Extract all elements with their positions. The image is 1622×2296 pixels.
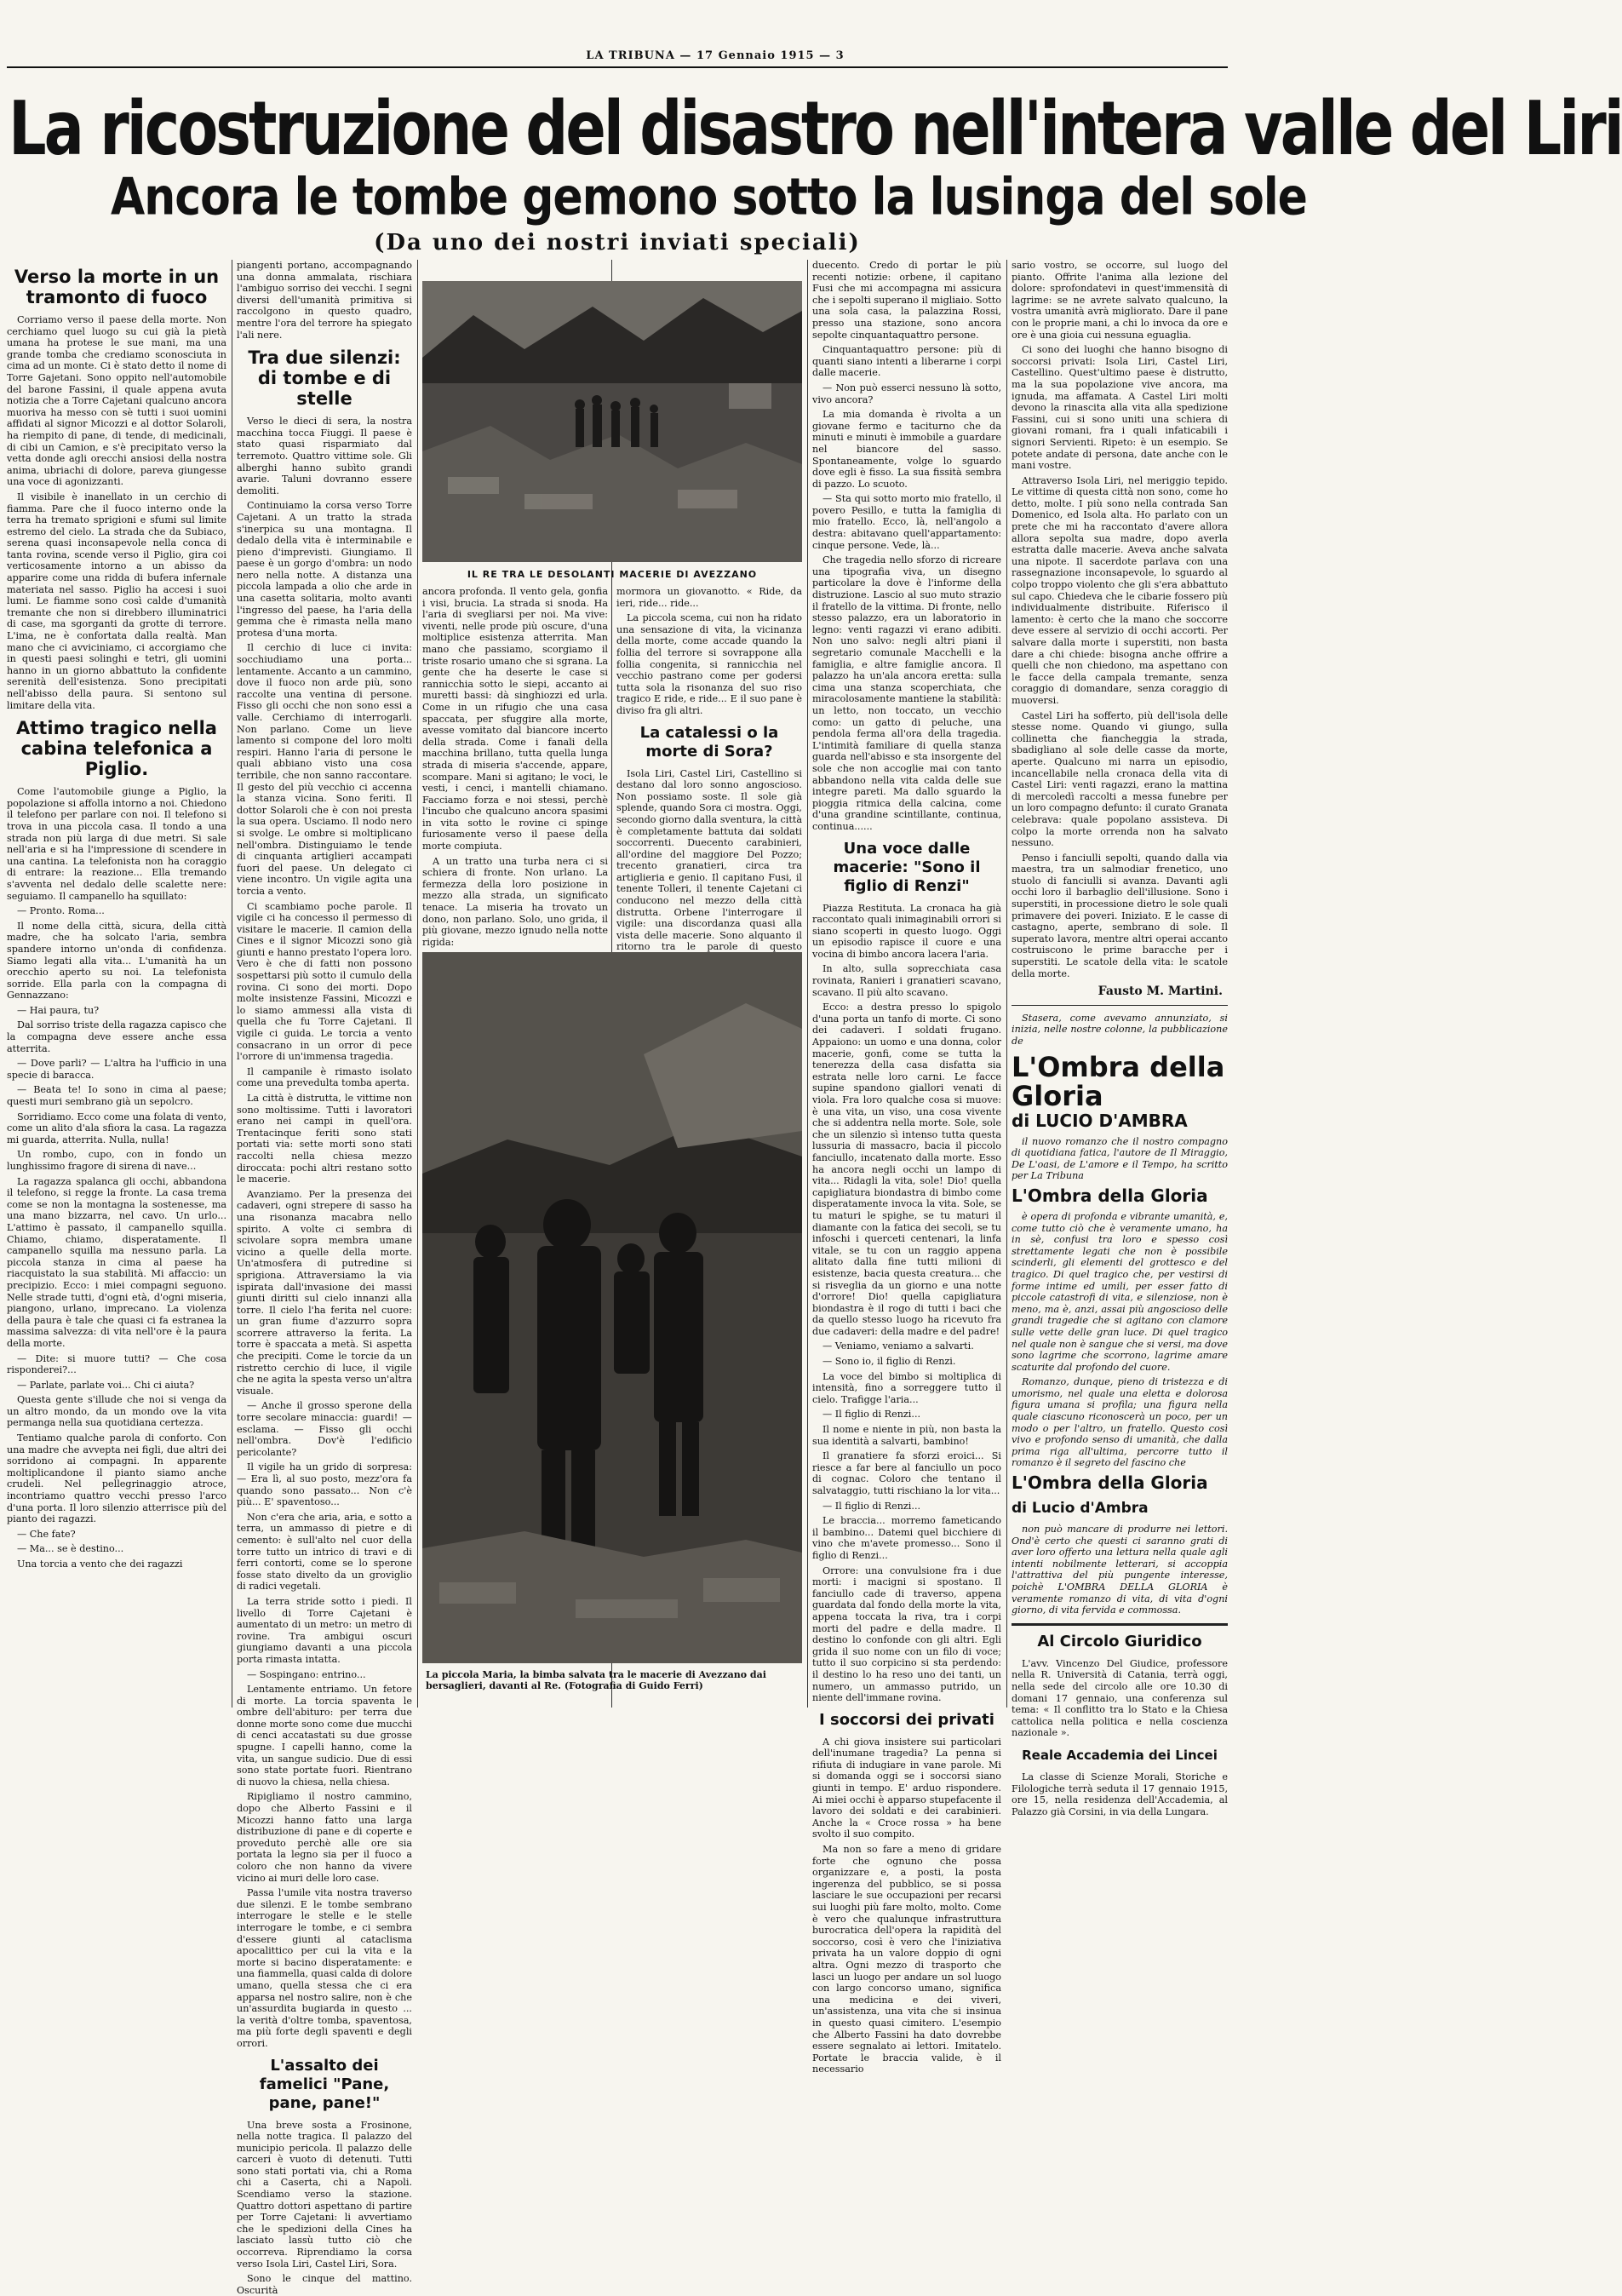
article-paragraph: Tentiamo qualche parola di conforto. Con una madre che avvepta nei figli, due altri dei sorridono ai compagni. In apparente moltiplicandone il pianto siamo anche crudeli. Nel pellegrinaggio atroce, incontriamo quattro vecchi presso l'arco d'una porta. Il loro silenzio atterrisce più del pianto dei ragazzi. — [7, 1432, 226, 1525]
article-paragraph: Una torcia a vento che dei ragazzi — [17, 1558, 183, 1570]
article-paragraph: Il granatiere fa sforzi eroici... Si riesce a far bere al fanciullo un poco di cognac. Coloro che tentano il salvataggio, tutti rischiano la lor vita... — [812, 1450, 1001, 1496]
article-paragraph: La piccola scema, cui non ha ridato una sensazione di vita, la vicinanza della morte, come accade quando la follia del terrore si sovrappone alla follia congenita, si rannicchia nel vecchio pastrano come per godersi tutta sola la risonanza del suo riso tragico E ride, e ride... E il suo pane è diviso fra gli altri. — [616, 612, 802, 716]
article-paragraph: Cinquantaquattro persone: più di quanti siano intenti a liberarne i corpi dalle macerie. — [812, 344, 1001, 379]
article-paragraph: Corriamo verso il paese della morte. Non cerchiamo quel luogo su cui già la pietà umana ha protese le sue mani, ma una grande tomba che crediamo sconosciuta in cima ad un monte. Ci è stato detto il nome di Torre Gajetani. Sono oppito nell'automobile del barone Fassini, il quale appena avuta notizia che a Torre Cajetani qualcuno ancora muoriva ha messo con sè tutti i suoi uomini affidati al signor Micozzi e al dottor Solaroli, ha riempito di pane, di tende, di medicinali, di cibi un Camion, e s'è precipitato verso la vetta donde agli orecchi ansiosi della nostra anima, ubriachi di dolore, pareva giungesse una voce di agonizzanti. — [7, 314, 226, 488]
article-paragraph: mormora un giovanotto. « Ride, da ieri, ride... ride... — [616, 586, 802, 609]
section-title-catalessi: La catalessi o la morte di Sora? — [639, 723, 779, 761]
article-paragraph: — Dite: si muore tutti? — Che cosa risponderei?... — [7, 1352, 226, 1376]
article-paragraph: Una breve sosta a Frosinone, nella notte tragica. Il palazzo del municipio pericola. Il palazzo delle carceri è vuoto di detenuti. Tutti sono stati portati via, chi a Roma chi a Caserta, chi a Napoli. Scendiamo verso la stazione. Quattro dottori aspettano di partire per Torre Cajetani: li avvertiamo che le spedizioni della Cines ha lasciato lassù tutto ciò che occorreva. Riprendiamo la corsa verso Isola Liri, Castel Liri, Sora. — [237, 2119, 412, 2270]
article-paragraph: Orrore: una convulsione fra i due morti: i macigni si spostano. Il fanciullo cade di traverso, appena guardata dal fondo della morte la vita, appena toccata la riva, tra i corpi morti del padre e della madre. Il destino lo confonde con gli altri. Egli grida il suo nome con un filo di voce; tutto il suo corpicino si sta perdendo: il destino lo ha reso uno dei tanti, un numero, un ammasso putrido, un niente dell'immane rovina. — [812, 1564, 1001, 1704]
article-paragraph: — Veniamo, veniamo a salvarti. — [822, 1340, 974, 1352]
article-paragraph: — Hai paura, tu? — [17, 1004, 100, 1016]
article-paragraph: Lentamente entriamo. Un fetore di morte. La torcia spaventa le ombre dell'abituro: per terra due donne morte sono come due mucchi di cenci accatastati su due grosse spugne. I capelli hanno, come la vita, un sangue sudicio. Due di essi sono state portate fuori. Rientrano di nuovo la chiesa, nella chiesa. — [237, 1684, 412, 1788]
column-rule — [807, 260, 808, 1708]
article-paragraph: Non c'era che aria, aria, e sotto a terra, un ammasso di pietre e di cemento: è sull'alto nel cuor della torre tutto un intrico di travi e di ferri contorti, come se lo sperone fosse stato divelto da un groviglio di radici vegetali. — [237, 1511, 412, 1593]
article-paragraph: La ragazza spalanca gli occhi, abbandona il telefono, si regge la fronte. La casa trema come se non la montagna la sostenesse, ma una mano bizzarra, nel cavo. Un urlo... L'attimo è passato, il campanello squilla. Chiamo, chiamo, disperatamente. Il campanello squilla ma nessuno parla. La piccola stanza in cima al paese ha riacquistato la sua stabilità. Mi affaccio: un precipizio. Ecco: i miei compagni seguono. Nelle strade tutti, d'ogni età, d'ogni miseria, piangono, urlano, imprecano. La violenza della paura è tale che quasi ci fa estranea la massima salvezza: di vita nell'ore è la paura della morte. — [7, 1175, 226, 1349]
article-paragraph: Ci scambiamo poche parole. Il vigile ci ha concesso il permesso di visitare le macerie. Il camion della Cines e il signor Micozzi sono già giunti e hanno prestato l'opera loro. Vero è che di fatti non possono sospettarsi più sotto il cumulo della rovina. Ci sono dei morti. Dopo molte insistenze Fassini, Micozzi e lo siamo ammessi alla vista di quella che fu Torre Cajetani. Il vigile ci guida. Le torcia a vento consacrano in un orror di pece l'orrore di un'immensa tragedia. — [237, 900, 412, 1063]
novel-title-2: L'Ombra della Gloria — [1012, 1185, 1208, 1206]
article-paragraph: — Dove parli? — L'altra ha l'ufficio in una specie di baracca. — [7, 1058, 226, 1081]
article-paragraph: Questa gente s'illude che noi si venga da un altro mondo, da un mondo ove la vita permanga nella sua quotidiana certezza. — [7, 1394, 226, 1429]
running-head: LA TRIBUNA — 17 Gennaio 1915 — 3 — [586, 49, 845, 62]
section-title-verso-la-morte: Verso la morte in un tramonto di fuoco — [14, 267, 220, 307]
article-paragraph: Attraverso Isola Liri, nel meriggio tepido. Le vittime di questa città non sono, come ho detto, molte. I più sono nella contrada San Domenico, ed Isola alta. Ho parlato con un prete che mi ha raccontato d'avere allora allora sepolta sua madre, dopo averla estratta dalle macerie. Aveva anche salvata una nipote. Il sacerdote parlava con una rassegnazione inconsapevole, lo sguardo al colpo troppo violento che gli s'era abbattuto sul capo. Chiedeva che le cibarie fossero più individualmente distribuite. Riferisco il lamento: è certo che la mano che soccorre deve essere al servizio di occhi accorti. Per salvare dalla morte i superstiti, non basta dare a chi chiede: bisogna anche offrire a quelli che non chiedono, ma aspettano con le facce della campala tremante, senza coraggio di domandare, senza coraggio di muoversi. — [1012, 474, 1228, 706]
photo-little-maria — [422, 952, 802, 1663]
section-title-accademia-lincei: Reale Accademia dei Lincei — [1022, 1747, 1218, 1763]
notice-paragraph: La classe di Scienze Morali, Storiche e Filologiche terrà seduta il 17 gennaio 1915, ore 15, nella residenza dell'Accademia, al Palazzo già Corsini, in via della Lungara. — [1012, 1771, 1228, 1817]
divider — [1012, 1623, 1228, 1626]
article-paragraph: Piazza Restituta. La cronaca ha già raccontato quali inimaginabili orrori si siano scoperti in questo luogo. Oggi un episodio rapisce il cuore e una vocina di bimbo ancora lacera l'aria. — [812, 902, 1001, 960]
soldiers-photo-illustration — [422, 952, 802, 1663]
article-paragraph: Passa l'umile vita nostra traverso due silenzi. E le tombe sembrano interrogare le stelle e le stelle interrogare le tombe, e ci sembra d'essere giunti al cataclisma apocalittico per cui la vita e la morte si bacino disperatamente: e una fiammella, quasi calda di dolore umano, quella stessa che ci era apparsa nel nostro salire, non è che un'assurdita bugiarda in questo ... la verità d'oltre tomba, spaventosa, ma più forte degli spaventi e degli orrori. — [237, 1887, 412, 2049]
article-paragraph: Verso le dieci di sera, la nostra macchina tocca Fiuggi. Il paese è stato quasi risparmiato dal terremoto. Quattro vittime sole. Gli alberghi hanno subìto grandi avarie. Taluni dovranno essere demoliti. — [237, 416, 412, 497]
article-paragraph: La città è distrutta, le vittime non sono moltissime. Tutti i lavoratori erano nei campi in quell'ora. Trentacinque feriti sono stati portati via: sette morti sono stati raccolti nella chiesa mezzo diroccata: pochi altri restano sotto le macerie. — [237, 1093, 412, 1185]
article-paragraph: Che tragedia nello sforzo di ricreare una tipografia viva, un disegno particolare la dove è l'informe della distruzione. Lascio al suo muto strazio il fratello de la vittima. Di fronte, nello stesso palazzo, era un laboratorio in legno: venti ragazzi vi erano adibiti. Non uno salvo: negli altri piani il segretario comunale Macchelli e la famiglia, e altre famiglie ancora. Il palazzo ha un'ala ancora eretta: sulla cima una stanza scoperchiata, che miracolosamente mantiene la stabilità: un letto, non toccato, un vecchio como: un gatto di peluche, una pendola ferma all'ora della tragedia. L'intimità familiare di quella stanza guarda nell'abisso e sta insorgente del sole che non accoglie mai con tanto abbandono nella vita calda delle sue integre pareti. Ma dallo sguardo la pioggia ritmica della calcina, come d'una grandine scintillante, continua, continua...... — [812, 554, 1001, 832]
top-rule — [7, 66, 1228, 68]
notice-paragraph: L'avv. Vincenzo Del Giudice, professore nella R. Università di Catania, terrà oggi, nella sede del circolo alle ore 10.30 di domani 17 gennaio, una conferenza sul tema: « Il conflitto tra lo Stato e la Chiesa cattolica nella politica e nella coscienza nazionale ». — [1012, 1657, 1228, 1739]
column-6 — [1012, 260, 1228, 1817]
article-paragraph: La terra stride sotto i piedi. Il livello di Torre Cajetani è aumentato di un metro: un metro di rovine. Tra ambigui oscuri giungiamo davanti a una piccola porta rimasta intatta. — [237, 1595, 412, 1665]
article-paragraph: Continuiamo la corsa verso Torre Cajetani. A un tratto la strada s'inerpica su una montagna. Il dedalo della vita è interminabile e pieno d'imprevisti. Giungiamo. Il paese è un gorgo d'ombra: un nodo nero nella notte. A distanza una piccola lampada a olio che arde in una casetta solitaria, molto avanti l'ingresso del paese, ha l'aria della gemma che è rimasta nella mano protesa d'una morta. — [237, 500, 412, 639]
article-paragraph: — Che fate? — [17, 1528, 76, 1540]
article-paragraph: piangenti portano, accompagnando una donna ammalata, rischiara l'ambiguo sorriso dei vecchi. I segni diversi dell'umanità primitiva si raccolgono in questo quadro, mentre l'ora del terrore ha spiegato l'ali nere. — [237, 260, 412, 341]
article-paragraph: — Sono io, il figlio di Renzi. — [822, 1356, 956, 1368]
article-paragraph: Il vigile ha un grido di sorpresa: — Era lì, al suo posto, mezz'ora fa quando sono passato... Non c'è più... E' spaventoso... — [237, 1461, 412, 1508]
subheadline: Ancora le tombe gemono sotto la lusinga del sole — [111, 168, 1307, 227]
article-paragraph: Dal sorriso triste della ragazza capisco che la compagna deve essere anche essa atterrita. — [7, 1019, 226, 1054]
novel-title-3: L'Ombra della Gloria — [1012, 1472, 1208, 1494]
section-title-attimo-tragico: Attimo tragico nella cabina telefonica a Piglio. — [16, 718, 217, 780]
article-paragraph: Isola Liri, Castel Liri, Castellino si destano dal loro sonno angoscioso. Non possiamo soste. Il sole già splende, quando Sora ci mostra. Oggi, secondo giorno dalla sventura, la città è completamente battuta dai soldati soccorrenti. Duecento carabinieri, all'ordine del maggiore Del Pozzo; trecento granatieri, circa tra artiglieria e genio. Il capitano Fusi, il tenente Tolleri, il tenente Cajetani ci conducono nel mezzo della città distrutta. Orbene l'interrogare il vigile: una discordanza quasi alla vista delle macerie. Sono alquanto il ritorno tra le parole di questo — [616, 767, 802, 953]
article-paragraph: — Ma... se è destino... — [17, 1543, 124, 1555]
article-paragraph: Sorridiamo. Ecco come una folata di vento, come un alito d'ala sfiora la casa. La ragazza mi guarda, atterrita. Nulla, nulla! — [7, 1111, 226, 1145]
author-signature: Fausto M. Martini. — [1098, 984, 1223, 999]
article-paragraph: La voce del bimbo si moltiplica di intensità, fino a sorreggere tutto il cielo. Trafigge l'aria... — [812, 1370, 1001, 1405]
article-paragraph: La mia domanda è rivolta a un giovane fermo e taciturno che da minuti e minuti è immobile a guardare nel biancore del sasso. Spontaneamente, volge lo sguardo dove egli è fisso. La sua fissità sembra di pazzo. Lo scuoto. — [812, 409, 1001, 490]
article-paragraph: — Sta qui sotto morto mio fratello, il povero Pesillo, e tutta la famiglia di mio fratello. Ecco, là, nell'angolo a destra: abitavano quell'appartamento: cinque persone. Vede, là... — [812, 493, 1001, 551]
article-paragraph: Come l'automobile giunge a Piglio, la popolazione si affolla intorno a noi. Chiedono il telefono per parlare con noi. Il telefono si trova in una piccola casa. Il tondo a una strada non più larga di due metri. Si sale nell'aria e si ha l'impressione di scendere in una cantina. La telefonista non ha coraggio di entrare: la reazione... Ella tremando s'avventa nel dedalo delle scalette nere: seguiamo. Il campanello ha squillato: — [7, 786, 226, 902]
article-paragraph: sario vostro, se occorre, sul luogo del pianto. Offrite l'anima alla lezione del dolore: sprofondatevi in quest'immensità di lagrime: se ne avrete salvato qualcuno, la vostra umanità avrà migliorato. Dare il pane con le proprie mani, a chi lo invoca da ore e ore è una gioia cui nessuna eguaglia. — [1012, 260, 1228, 341]
column-rule — [417, 260, 418, 1708]
article-paragraph: Il nome della città, sicura, della città madre, che ha solcato l'aria, sembra spandere intorno un'onda di confidenza. Siamo legati alla vita... L'umanità ha un orecchio aperto su noi. La telefonista sorride. Ella parla con la compagna di Gennazzano: — [7, 920, 226, 1002]
article-paragraph: Ripigliamo il nostro cammino, dopo che Alberto Fassini e il Micozzi hanno fatto una larga distribuzione di pane e di coperte e proveduto perchè alle ore sia portata la legno sia per il fuoco a coloro che non hanno da vivere vicino ai muri delle loro case. — [237, 1791, 412, 1884]
novel-notice: Stasera, come avevamo annunziato, si inizia, nelle nostre colonne, la pubblicazione de — [1012, 1012, 1228, 1047]
article-paragraph: duecento. Credo di portar le più recenti notizie: orbene, il capitano Fusi che mi accompagna mi assicura che i sepolti superano il migliaio. Sotto una sola casa, la palazzina Rossi, presso una stazione, sono ancora sepolte cinquantaquattro persone. — [812, 260, 1001, 341]
novel-author: di LUCIO D'AMBRA — [1012, 1110, 1188, 1131]
column-1 — [7, 260, 226, 1708]
article-paragraph: Castel Liri ha sofferto, più dell'isola delle stesse nome. Quando vi giungo, sulla collinetta che fiancheggia la strada, sbadigliano al sole delle casse da morte, aperte. Qualcuno mi narra un episodio, incancellabile nella cronaca della vita di Castel Liri: venti ragazzi, erano la mattina di mercoledì raccolti a messa funebre per un loro compagno defunto: il curato Granata celebrava: quale popolano assisteva. Di colpo la morte orrenda non ha salvato nessuno. — [1012, 709, 1228, 849]
article-paragraph: — Pronto. Roma... — [17, 905, 105, 917]
article-paragraph: Ma non so fare a meno di gridare forte che ognuno che possa organizzare e, a posti, la posta ingerenza del pubblico, se si possa lasciare le sue occupazioni per recarsi sui luoghi più fare molto, molto. Come è vero che qualunque infrastruttura burocratica dell'opera la rapidità del soccorso, così è vero che l'iniziativa privata ha un valore doppio di ogni altra. Ogni mezzo di trasporto che lasci un luogo per andare un sol luogo con largo concorso umano, significa una medicina e dei viveri, un'assistenza, una vita che si insinua in questo quasi cimitero. L'esempio che Alberto Fassini ha dato dovrebbe essere segnalato ai lettori. Imitatelo. Portate le braccia valide, è il necessario — [812, 1844, 1001, 2075]
novel-quote: è opera di profonda e vibrante umanità, e, come tutto ciò che è veramente umano, ha in sè, confusi tra loro e spesso così strettamente legati che non è possibile scinderli, gli elementi del grottesco e del tragico. Di quel tragico che, per vestirsi di forme intime ed umili, per esser fatto di piccole catastrofi di vita, e silenziose, non è meno, ma è, anzi, assai più angoscioso delle grandi tragedie che si agitano con clamore sulle vette delle gran luce. Di quel tragico nel quale non è sangue che si versi, ma dove sono lagrime che scorrono, lagrime amare scaturite dal profondo del cuore. — [1012, 1210, 1228, 1373]
article-paragraph: — Il figlio di Renzi... — [822, 1500, 921, 1512]
article-paragraph: — Il figlio di Renzi... — [822, 1409, 921, 1421]
article-paragraph: A chi giova insistere sui particolari dell'inumane tragedia? La penna si rifiuta di indugiare in vane parole. Mi si domanda oggi se i soccorsi siano giunti in tempo. E' arduo rispondere. Ai miei occhi è apparso stupefacente il lavoro dei soldati e dei carabinieri. Anche la « Croce rossa » ha bene svolto il suo compito. — [812, 1736, 1001, 1840]
article-paragraph: Il nome e niente in più, non basta la sua identità a salvarti, bambino! — [812, 1424, 1001, 1447]
article-paragraph: A un tratto una turba nera ci si schiera di fronte. Non urlano. La fermezza della loro posizione in mezzo alla strada, un significato tenace. La miseria ha trovato un dono, non parlano. Solo, uno grida, il più giovane, mezzo ignudo nella notte rigida: — [422, 855, 608, 948]
article-paragraph: — Non può esserci nessuno là sotto, vivo ancora? — [812, 382, 1001, 405]
article-paragraph: Sono le cinque del mattino. Oscurità — [237, 2273, 412, 2296]
article-paragraph: Un rombo, cupo, con in fondo un lunghissimo fragore di sirena di nave... — [7, 1149, 226, 1172]
article-paragraph: — Parlate, parlate voi... Chi ci aiuta? — [17, 1379, 195, 1391]
section-title-assalto-dei-famelici: L'assalto dei famelici "Pane, pane, pane!" — [259, 2056, 390, 2112]
tagline: (Da uno dei nostri inviati speciali) — [374, 230, 861, 255]
novel-author-3: di Lucio d'Ambra — [1012, 1500, 1149, 1518]
article-paragraph: Il campanile è rimasto isolato come una prevedulta tomba aperta. — [237, 1065, 412, 1089]
novel-quote-2: Romanzo, dunque, pieno di tristezza e di umorismo, nel quale una eletta e dolorosa figura umana si profila; una figura nella quale ciascuno riconoscerà un poco, per un modo o per l'altro, un fratello. Questo così vivo e profondo senso di umanità, che dalla prima riga all'ultima, percorre tutto il romanzo è il segreto del fascino che — [1012, 1376, 1228, 1469]
article-paragraph: — Anche il grosso sperone della torre secolare minaccia: guardi! — esclama. — Fisso gli occhi nell'ombra. Dov'è l'edificio pericolante? — [237, 1400, 412, 1458]
section-title-tra-due-silenzi: Tra due silenzi: di tombe e di stelle — [248, 347, 401, 410]
article-paragraph: Il visibile è inanellato in un cerchio di fiamma. Pare che il fuoco interno onde la terra ha tremato sprigioni e sfumi sul limite estremo del cielo. La strada che da Subiaco, serena quasi inconsapevole nella conca di tanta rovina, scende verso il Piglio, gira coi verticosamente intorno a un abisso da apparire come una ridda di bufera infernale materiata nel sasso. Piglio ha accesi i suoi lumi. Le fiamme sono così calde d'umanità tremante che non si direbbero illuminatrici di case, ma sgorganti da grotte di terrore. L'ima, ne è confortata dalla realtà. Man mano che ci avviciniamo, ci accorgiamo che in questi paesi solinghi e tetri, gli uomini hanno in un giorno abbattuto la confidente serenità dell'esistenza. Sono precipitati nell'abisso della paura. Si sentono sul limitare della vita. — [7, 491, 226, 711]
article-paragraph: — Beata te! Io sono in cima al paese; questi muri sembrano già un sepolcro. — [7, 1084, 226, 1108]
divider — [1012, 1005, 1228, 1006]
article-paragraph: In alto, sulla soprecchiata casa rovinata, Ranieri i granatieri scavano, scavano. Il più alto scavano. — [812, 963, 1001, 998]
novel-description: il nuovo romanzo che il nostro compagno di quotidiana fatica, l'autore de Il Miraggio, De L'oasi, de L'amore e il Tempo, ha scritto per La Tribuna — [1012, 1135, 1228, 1182]
photo-caption-king: IL RE TRA LE DESOLANTI MACERIE DI AVEZZANO — [467, 569, 758, 580]
article-paragraph: Le braccia... morremo fameticando il bambino... Datemi quel bicchiere di vino che m'avete promesso... Sono il figlio di Renzi... — [812, 1515, 1001, 1561]
article-paragraph: ancora profonda. Il vento gela, gonfia i visi, brucia. La strada si snoda. Ha l'aria di svegliarsi per noi. Ma vive: viventi, nelle prode più oscure, d'una moltiplice esistenza atterrita. Man mano che passiamo, scorgiamo il triste rosario umano che si sgrana. La gente che ha deserte le case si rannicchia sotto le siepi, accanto ai muretti bassi: dà singhiozzi ed urla. Come in un rifugio che una casa spaccata, per sfuggire alla morte, avesse vomitato dal biancore incerto della strada. Come i fanali della macchina brillano, tutta quella lunga strada di miseria s'accende, appare, scompare. Mani si agitano; le voci, le vesti, i cenci, i mantelli chiamano. Facciamo forza e noi stessi, perchè l'incubo che qualcuno ancora spasimi in vita sotto le rovine ci spinge furiosamente verso il paese della morte compiuta. — [422, 586, 608, 852]
headline: La ricostruzione del disastro nell'intera valle del Liri — [9, 84, 1622, 173]
photo-king-among-ruins — [422, 281, 802, 562]
article-paragraph: Ci sono dei luoghi che hanno bisogno di soccorsi privati: Isola Liri, Castel Liri, Castellino. Quest'ultimo paese è distrutto, ma la sua popolazione vive ancora, ma ignuda, ma affamata. A Castel Liri molti devono la rinascita alla vita alla spedizione Fassini, cui si sono uniti una schiera di giovani romani, fra i quali infaticabili i signori Servienti. Ripeto: è un esempio. Se potete andate di persona, date anche con le mani vostre. — [1012, 344, 1228, 472]
column-rule — [1006, 260, 1007, 1708]
article-paragraph: Ecco: a destra presso lo spigolo d'una porta un tanfo di morte. Ci sono dei cadaveri. I soldati frugano. Appaiono: un uomo e una donna, color macerie, gonfi, come se tutta la tenerezza della casa disfatta sia estrata nelle loro carni. Le facce supine spandono giallori venati di viola. Fra loro qualche cosa si muove: è una vita, un viso, una cosa vivente che si addentra nella morte. Sole, sole che un silenzio sì intenso tutta questa lussuria di massacro, bacia il piccolo fanciullo, incatenato dalla morte. Esso ha ancora negli occhi un lampo di vita... Ridagli la vita, sole! Dio! quella capigliatura biondastra di bimbo come disperatamente invoca la vita. Sole, se tu maturi le spighe, se tu maturi il diamante con la fatica dei secoli, se tu infoschi i querceti centenari, la linfa vitale, se tu con un raggio appena alitato dalla fine tutti milioni di esistenze, bacia questa creatura... che si risveglia da un giorno e una notte d'orrore! Dio! quella capigliatura biondastra è il rogo di tutti i baci che da quello stesso luogo ha ricevuto fra due cadaveri: della madre e del padre! — [812, 1002, 1001, 1337]
novel-closing: non può mancare di produrre nei lettori. Ond'è certo che questi ci saranno grati di aver loro offerto una lettura nella quale agli intenti nobilmente letterari, si accoppia l'attrattiva del più pungente interesse, poichè L'OMBRA DELLA GLORIA è veramente romanzo di vita, di vita d'ogni giorno, di vita fervida e commossa. — [1012, 1524, 1228, 1616]
section-title-circolo-giuridico: Al Circolo Giuridico — [1037, 1632, 1202, 1650]
article-paragraph: Penso i fanciulli sepolti, quando dalla via maestra, tra un salmodiar frenetico, uno stuolo di fanciulli si avanza. Davanti agli occhi loro il barbaglio dell'illusione. Sono i superstiti, in processione dietro le sole quali primavere dei poveri. Iniziato. E le casse di castagno, aperte, sembrano di sole. Il superato lavora, mentre altri operai accanto costruiscono le prime baracche per i superstiti. Le scatole della vita: le scatole della morte. — [1012, 852, 1228, 979]
section-title-soccorsi-privati: I soccorsi dei privati — [819, 1710, 994, 1729]
article-paragraph: Il cerchio di luce ci invita: socchiudiamo una porta... lentamente. Accanto a un cammino, dove il fuoco non arde più, sono raccolte una ventina di persone. Fisso gli occhi che non sono essi a valle. Cerchiamo di interrogarli. Non parlano. Come un lieve lamento si compone del loro molti respiri. Hanno l'aria di persone le quali abbiano visto una cosa terribile, che non sanno raccontare. Il gesto del più vecchio ci accenna la stanza vicina. Sono feriti. Il dottor Solaroli che è con noi presta la sua opera. Usciamo. Il nodo nero si svolge. Le ombre si moltiplicano nell'ombra. Distinguiamo le tende di cinquanta artiglieri accampati fuori del paese. Un delegato ci viene incontro. Un vigile agita una torcia a vento. — [237, 642, 412, 897]
article-paragraph: Avanziamo. Per la presenza dei cadaveri, ogni strepere di sasso ha una risonanza macabra nello spirito. A volte ci sembra di scivolare sopra membra umane vicino a quelle della morte. Un'atmosfera di putredine si sprigiona. Attraversiamo la via ispirata dall'invasione dei massi giunti diritti sul cielo innanzi alla torre. Il cielo l'ha ferita nel cuore: un gran fiume d'azzurro sopra scorrere attraverso la ferita. La torre è spaccata a metà. Si aspetta che precipiti. Come le torcie da un ristretto cerchio di luce, il vigile che ne agita la spesta verso un'altra visuale. — [237, 1188, 412, 1397]
section-title-voce-dalle-macerie: Una voce dalle macerie: "Sono il figlio di Renzi" — [833, 839, 981, 895]
column-4 — [616, 586, 802, 953]
ruins-photo-illustration — [422, 281, 802, 562]
article-paragraph: — Sospingano: entrino... — [247, 1668, 366, 1680]
photo-caption-maria: La piccola Maria, la bimba salvata tra le macerie di Avezzano dai bersaglieri, davanti al Re. (Fotografia di Guido Ferri) — [426, 1669, 766, 1691]
column-2 — [237, 260, 412, 2296]
column-3 — [422, 586, 608, 948]
column-5 — [812, 260, 1001, 2075]
novel-title: L'Ombra della Gloria — [1012, 1050, 1225, 1112]
